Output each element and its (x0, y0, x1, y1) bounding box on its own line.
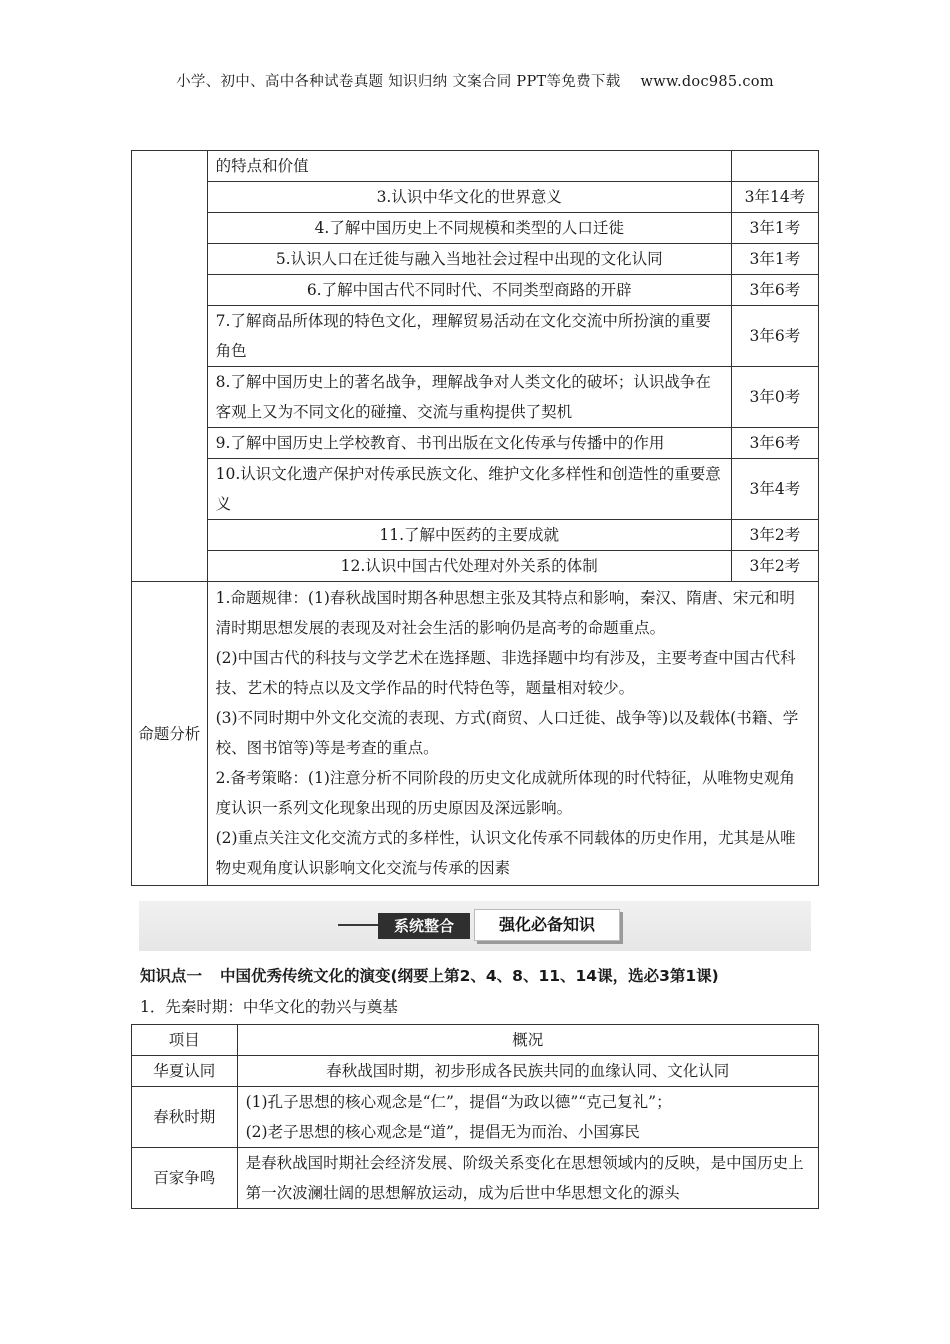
table-row (132, 275, 819, 306)
table-row (132, 306, 819, 367)
exam-count-cell: 3年4考 (731, 459, 818, 520)
exam-count-cell: 3年1考 (731, 213, 818, 244)
requirement-cell: 4.了解中国历史上不同规模和类型的人口迁徙 (207, 213, 731, 244)
requirement-cell: 9.了解中国历史上学校教育、书刊出版在文化传承与传播中的作用 (207, 428, 731, 459)
table-row (132, 428, 819, 459)
exam-count-cell: 3年14考 (731, 182, 818, 213)
exam-count-cell: 3年6考 (731, 428, 818, 459)
knowledge-point-number: 知识点一 (140, 967, 203, 985)
requirements-table (131, 150, 819, 886)
exam-count-cell: 3年6考 (731, 306, 818, 367)
table-row (132, 244, 819, 275)
analysis-paragraph: 1.命题规律：(1)春秋战国时期各种思想主张及其特点和影响，秦汉、隋唐、宋元和明清时期思想发展的表现及对社会生活的影响仍是高考的命题重点。 (215, 589, 795, 637)
requirement-cell-continued: 的特点和价值 (207, 151, 731, 182)
banner-left-label: 系统整合 (378, 913, 470, 939)
analysis-paragraph: 2.备考策略：(1)注意分析不同阶段的历史文化成就所体现的时代特征，从唯物史观角度认识一系列文化现象出现的历史原因及深远影响。 (215, 769, 795, 817)
requirement-cell: 7.了解商品所体现的特色文化，理解贸易活动在文化交流中所扮演的重要角色 (207, 306, 731, 367)
table-row (132, 551, 819, 582)
table-row (132, 182, 819, 213)
analysis-label: 命题分析 (132, 582, 208, 886)
exam-count-cell: 3年2考 (731, 520, 818, 551)
requirement-cell: 8.了解中国历史上的著名战争，理解战争对人类文化的破坏；认识战争在客观上又为不同文化的碰撞、交流与重构提供了契机 (207, 367, 731, 428)
table-row (132, 367, 819, 428)
analysis-paragraph: (3)不同时期中外文化交流的表现、方式(商贸、人口迁徙、战争等)以及载体(书籍、学校、图书馆等)等是考查的重点。 (215, 709, 799, 757)
knowledge-point-subject: 中国优秀传统文化的演变(纲要上第2、4、8、11、14课，选必3第1课) (220, 967, 719, 985)
analysis-content (207, 582, 818, 886)
header-site: www.doc985.com (640, 74, 774, 90)
overview-cell: 春秋战国时期，初步形成各民族共同的血缘认同、文化认同 (237, 1056, 818, 1087)
exam-count-cell: 3年1考 (731, 244, 818, 275)
pre-qin-table (131, 1024, 819, 1209)
exam-count-cell: 3年6考 (731, 275, 818, 306)
header-text: 小学、初中、高中各种试卷真题 知识归纳 文案合同 PPT等免费下载 (176, 74, 621, 90)
analysis-row (132, 582, 819, 886)
table-row (132, 1087, 819, 1148)
analysis-paragraph: (2)中国古代的科技与文学艺术在选择题、非选择题中均有涉及，主要考查中国古代科技、艺术的特点以及文学作品的时代特色等，题量相对较少。 (215, 649, 796, 697)
overview-line: (1)孔子思想的核心观念是“仁”，提倡“为政以德”“克己复礼”； (245, 1093, 672, 1111)
requirement-cell: 11.了解中医药的主要成就 (207, 520, 731, 551)
item-cell: 华夏认同 (132, 1056, 238, 1087)
exam-count-cell: 3年0考 (731, 367, 818, 428)
banner-right-label: 强化必备知识 (474, 909, 620, 941)
requirement-cell: 6.了解中国古代不同时代、不同类型商路的开辟 (207, 275, 731, 306)
analysis-paragraph: (2)重点关注文化交流方式的多样性，认识文化传承不同载体的历史作用，尤其是从唯物史观角度认识影响文化交流与传承的因素 (215, 829, 796, 877)
requirement-cell: 3.认识中华文化的世界意义 (207, 182, 731, 213)
overview-cell: 是春秋战国时期社会经济发展、阶级关系变化在思想领域内的反映，是中国历史上第一次波澜壮阔的思想解放运动，成为后世中华思想文化的源头 (237, 1148, 818, 1209)
table-row (132, 459, 819, 520)
overview-line: (2)老子思想的核心观念是“道”，提倡无为而治、小国寡民 (245, 1123, 640, 1141)
knowledge-point-title (140, 964, 719, 986)
table-header-row (132, 1025, 819, 1056)
table-row (132, 213, 819, 244)
requirement-cell: 5.认识人口在迁徙与融入当地社会过程中出现的文化认同 (207, 244, 731, 275)
table-row (132, 520, 819, 551)
requirement-cell: 12.认识中国古代处理对外关系的体制 (207, 551, 731, 582)
banner-line (338, 924, 378, 926)
table-row (132, 1148, 819, 1209)
table-row (132, 1056, 819, 1087)
overview-cell (237, 1087, 818, 1148)
column-header-item: 项目 (132, 1025, 238, 1056)
section-subtitle: 1．先秦时期：中华文化的勃兴与奠基 (140, 998, 398, 1016)
exam-count-cell: 3年2考 (731, 551, 818, 582)
requirements-label-cell (132, 151, 208, 582)
column-header-overview: 概况 (237, 1025, 818, 1056)
item-cell: 百家争鸣 (132, 1148, 238, 1209)
item-cell: 春秋时期 (132, 1087, 238, 1148)
page-header (0, 70, 950, 91)
requirement-cell: 10.认识文化遗产保护对传承民族文化、维护文化多样性和创造性的重要意义 (207, 459, 731, 520)
count-cell-empty (731, 151, 818, 182)
